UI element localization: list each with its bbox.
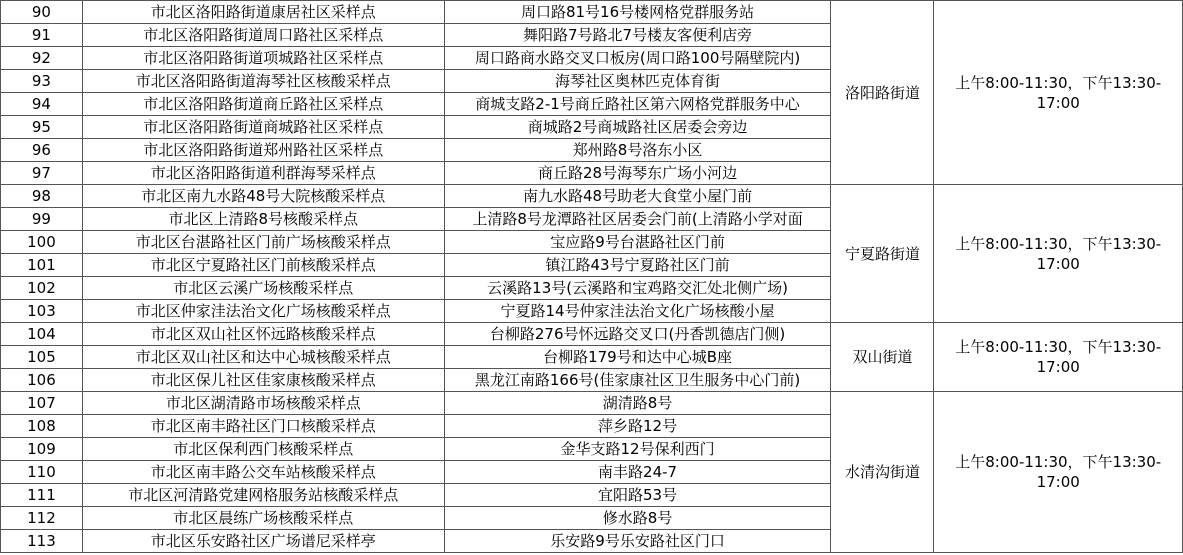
site-name-cell: 市北区洛阳路街道海琴社区核酸采样点 <box>82 70 444 93</box>
table-body <box>1 1 1183 553</box>
address-cell: 宜阳路53号 <box>444 484 831 507</box>
address-cell: 云溪路13号(云溪路和宝鸡路交汇处北侧广场) <box>444 277 831 300</box>
row-number-cell: 103 <box>1 300 83 323</box>
address-cell: 商城支路2-1号商丘路社区第六网格党群服务中心 <box>444 93 831 116</box>
row-number-cell: 111 <box>1 484 83 507</box>
address-cell: 周口路81号16号楼网格党群服务站 <box>444 1 831 24</box>
row-number-cell: 106 <box>1 369 83 392</box>
table-row <box>1 185 1183 208</box>
site-name-cell: 市北区洛阳路街道商城路社区采样点 <box>82 116 444 139</box>
address-cell: 上清路8号龙潭路社区居委会门前(上清路小学对面 <box>444 208 831 231</box>
table-row <box>1 323 1183 346</box>
service-hours-cell: 上午8:00-11:30，下午13:30-17:00 <box>934 185 1183 323</box>
address-cell: 南九水路48号助老大食堂小屋门前 <box>444 185 831 208</box>
site-name-cell: 市北区洛阳路街道项城路社区采样点 <box>82 47 444 70</box>
address-cell: 台柳路179号和达中心城B座 <box>444 346 831 369</box>
address-cell: 宝应路9号台湛路社区门前 <box>444 231 831 254</box>
row-number-cell: 112 <box>1 507 83 530</box>
row-number-cell: 91 <box>1 24 83 47</box>
row-number-cell: 99 <box>1 208 83 231</box>
row-number-cell: 105 <box>1 346 83 369</box>
table-row <box>1 1 1183 24</box>
row-number-cell: 100 <box>1 231 83 254</box>
row-number-cell: 110 <box>1 461 83 484</box>
address-cell: 修水路8号 <box>444 507 831 530</box>
street-area-cell: 水清沟街道 <box>831 392 934 553</box>
row-number-cell: 92 <box>1 47 83 70</box>
site-name-cell: 市北区仲家洼法治文化广场核酸采样点 <box>82 300 444 323</box>
row-number-cell: 93 <box>1 70 83 93</box>
service-hours-cell: 上午8:00-11:30，下午13:30-17:00 <box>934 392 1183 553</box>
address-cell: 商城路2号商城路社区居委会旁边 <box>444 116 831 139</box>
row-number-cell: 108 <box>1 415 83 438</box>
address-cell: 宁夏路14号仲家洼法治文化广场核酸小屋 <box>444 300 831 323</box>
row-number-cell: 107 <box>1 392 83 415</box>
address-cell: 郑州路8号洛东小区 <box>444 139 831 162</box>
site-name-cell: 市北区上清路8号核酸采样点 <box>82 208 444 231</box>
site-name-cell: 市北区双山社区怀远路核酸采样点 <box>82 323 444 346</box>
row-number-cell: 95 <box>1 116 83 139</box>
address-cell: 商丘路28号海琴东广场小河边 <box>444 162 831 185</box>
address-cell: 台柳路276号怀远路交叉口(丹香凯德店门侧) <box>444 323 831 346</box>
address-cell: 湖清路8号 <box>444 392 831 415</box>
address-cell: 镇江路43号宁夏路社区门前 <box>444 254 831 277</box>
row-number-cell: 101 <box>1 254 83 277</box>
address-cell: 乐安路9号乐安路社区门口 <box>444 530 831 553</box>
row-number-cell: 109 <box>1 438 83 461</box>
site-name-cell: 市北区洛阳路街道康居社区采样点 <box>82 1 444 24</box>
address-cell: 舞阳路7号路北7号楼友客便利店旁 <box>444 24 831 47</box>
row-number-cell: 90 <box>1 1 83 24</box>
table-row <box>1 392 1183 415</box>
address-cell: 周口路商水路交叉口板房(周口路100号隔壁院内) <box>444 47 831 70</box>
street-area-cell: 宁夏路街道 <box>831 185 934 323</box>
row-number-cell: 102 <box>1 277 83 300</box>
street-area-cell: 双山街道 <box>831 323 934 392</box>
address-cell: 黑龙江南路166号(佳家康社区卫生服务中心门前) <box>444 369 831 392</box>
site-name-cell: 市北区南丰路公交车站核酸采样点 <box>82 461 444 484</box>
row-number-cell: 113 <box>1 530 83 553</box>
site-name-cell: 市北区保利西门核酸采样点 <box>82 438 444 461</box>
site-name-cell: 市北区洛阳路街道周口路社区采样点 <box>82 24 444 47</box>
row-number-cell: 94 <box>1 93 83 116</box>
site-name-cell: 市北区台湛路社区门前广场核酸采样点 <box>82 231 444 254</box>
site-name-cell: 市北区云溪广场核酸采样点 <box>82 277 444 300</box>
service-hours-cell: 上午8:00-11:30，下午13:30-17:00 <box>934 323 1183 392</box>
site-name-cell: 市北区双山社区和达中心城核酸采样点 <box>82 346 444 369</box>
address-cell: 萍乡路12号 <box>444 415 831 438</box>
row-number-cell: 96 <box>1 139 83 162</box>
site-name-cell: 市北区河清路党建网格服务站核酸采样点 <box>82 484 444 507</box>
site-name-cell: 市北区洛阳路街道利群海琴采样点 <box>82 162 444 185</box>
address-cell: 金华支路12号保利西门 <box>444 438 831 461</box>
street-area-cell: 洛阳路街道 <box>831 1 934 185</box>
row-number-cell: 97 <box>1 162 83 185</box>
site-name-cell: 市北区乐安路社区广场谱尼采样亭 <box>82 530 444 553</box>
site-name-cell: 市北区南九水路48号大院核酸采样点 <box>82 185 444 208</box>
site-name-cell: 市北区湖清路市场核酸采样点 <box>82 392 444 415</box>
row-number-cell: 104 <box>1 323 83 346</box>
address-cell: 海琴社区奥林匹克体育街 <box>444 70 831 93</box>
site-name-cell: 市北区洛阳路街道郑州路社区采样点 <box>82 139 444 162</box>
site-name-cell: 市北区宁夏路社区门前核酸采样点 <box>82 254 444 277</box>
site-name-cell: 市北区晨练广场核酸采样点 <box>82 507 444 530</box>
site-name-cell: 市北区保儿社区佳家康核酸采样点 <box>82 369 444 392</box>
site-name-cell: 市北区洛阳路街道商丘路社区采样点 <box>82 93 444 116</box>
service-hours-cell: 上午8:00-11:30，下午13:30-17:00 <box>934 1 1183 185</box>
address-cell: 南丰路24-7 <box>444 461 831 484</box>
row-number-cell: 98 <box>1 185 83 208</box>
site-name-cell: 市北区南丰路社区门口核酸采样点 <box>82 415 444 438</box>
